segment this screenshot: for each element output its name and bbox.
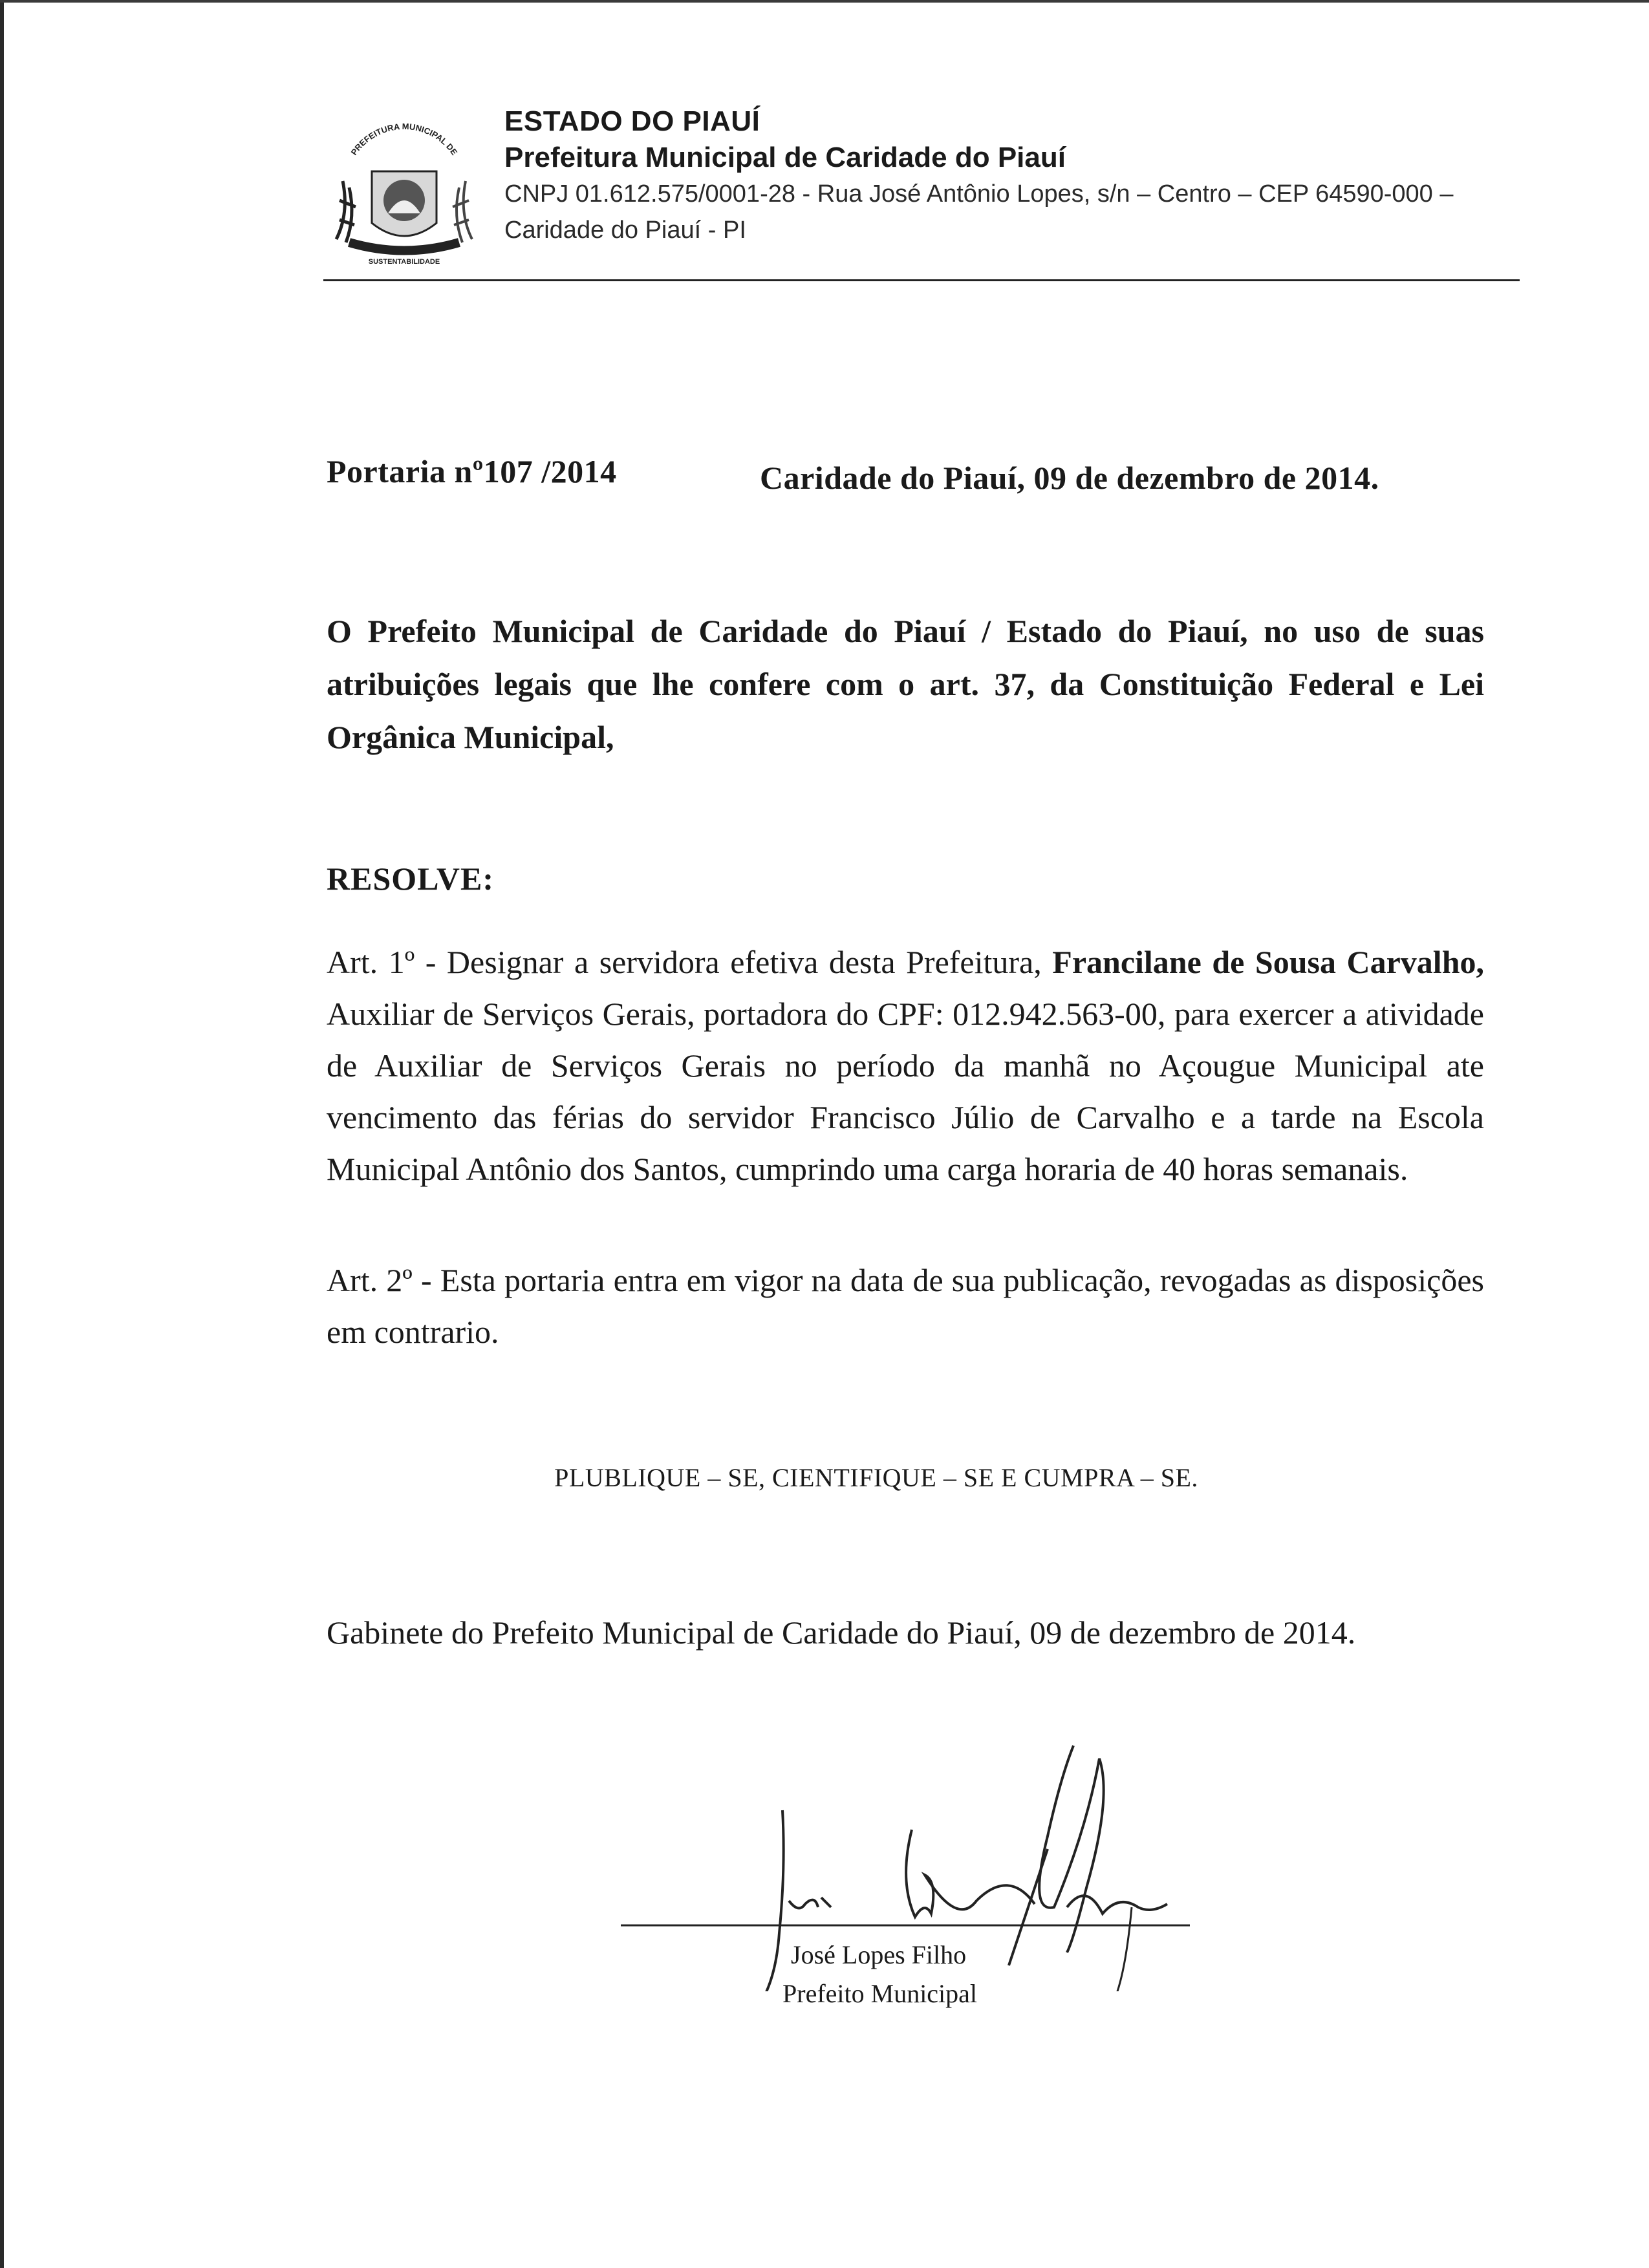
letterhead — [323, 91, 1520, 284]
scan-edge-top — [0, 0, 1649, 3]
state-name: ESTADO DO PIAUÍ — [504, 105, 760, 137]
svg-text:PREFEITURA MUNICIPAL DE — [349, 122, 460, 157]
closing-line: Gabinete do Prefeito Municipal de Caridade do Piauí, 09 de dezembro de 2014. — [327, 1614, 1356, 1651]
preamble: O Prefeito Municipal de Caridade do Piauí / Estado do Piauí, no uso de suas atribuições legais que lhe confere com o art. 37, da Constituição Federal e Lei Orgânica Municipal, — [327, 613, 1484, 755]
scan-edge — [0, 0, 4, 2268]
municipal-seal-icon — [323, 110, 485, 272]
address-line-2: Caridade do Piauí - PI — [504, 217, 746, 244]
resolve-heading: RESOLVE: — [327, 861, 495, 897]
address-line-1: CNPJ 01.612.575/0001-28 - Rua José Antônio Lopes, s/n – Centro – CEP 64590-000 – — [504, 180, 1454, 208]
signature-block — [621, 1720, 1203, 2043]
signer-name: José Lopes Filho — [791, 1940, 967, 1969]
header-divider — [323, 279, 1520, 281]
article-2-body: - Esta portaria entra em vigor na data de sua publicação, revogadas as disposições em contrario. — [327, 1262, 1484, 1350]
article-1-label: Art. 1º — [327, 944, 415, 980]
article-1 — [327, 936, 1484, 1195]
article-1-body: Auxiliar de Serviços Gerais, portadora do CPF: 012.942.563-00, para exercer a atividade de Auxiliar de Serviços Gerais no período da manhã no Açougue Municipal ate vencimento das férias do servidor Francisco Júlio de Carvalho e a tarde na Escola Municipal Antônio dos Santos, cumprindo uma carga horaria de 40 horas semanais. — [327, 996, 1484, 1187]
letterhead-text — [504, 103, 1539, 248]
seal-bottom-text: SUSTENTABILIDADE — [368, 258, 440, 266]
seal-top-text: PREFEITURA MUNICIPAL DE — [349, 121, 460, 157]
article-1-intro: - Designar a servidora efetiva desta Prefeitura, — [415, 944, 1053, 980]
signer-role: Prefeito Municipal — [782, 1979, 978, 2008]
employee-name: Francilane de Sousa Carvalho, — [1052, 944, 1484, 980]
portaria-number: Portaria nº107 /2014 — [327, 453, 617, 489]
article-2-label: Art. 2º — [327, 1262, 413, 1298]
title-row — [327, 453, 1491, 504]
title-date: Caridade do Piauí, 09 de dezembro de 2014. — [760, 460, 1379, 496]
article-2 — [327, 1254, 1484, 1358]
city-hall-name: Prefeitura Municipal de Caridade do Piauí — [504, 142, 1066, 173]
publish-statement: PLUBLIQUE – SE, CIENTIFIQUE – SE E CUMPRA – SE. — [554, 1463, 1198, 1492]
